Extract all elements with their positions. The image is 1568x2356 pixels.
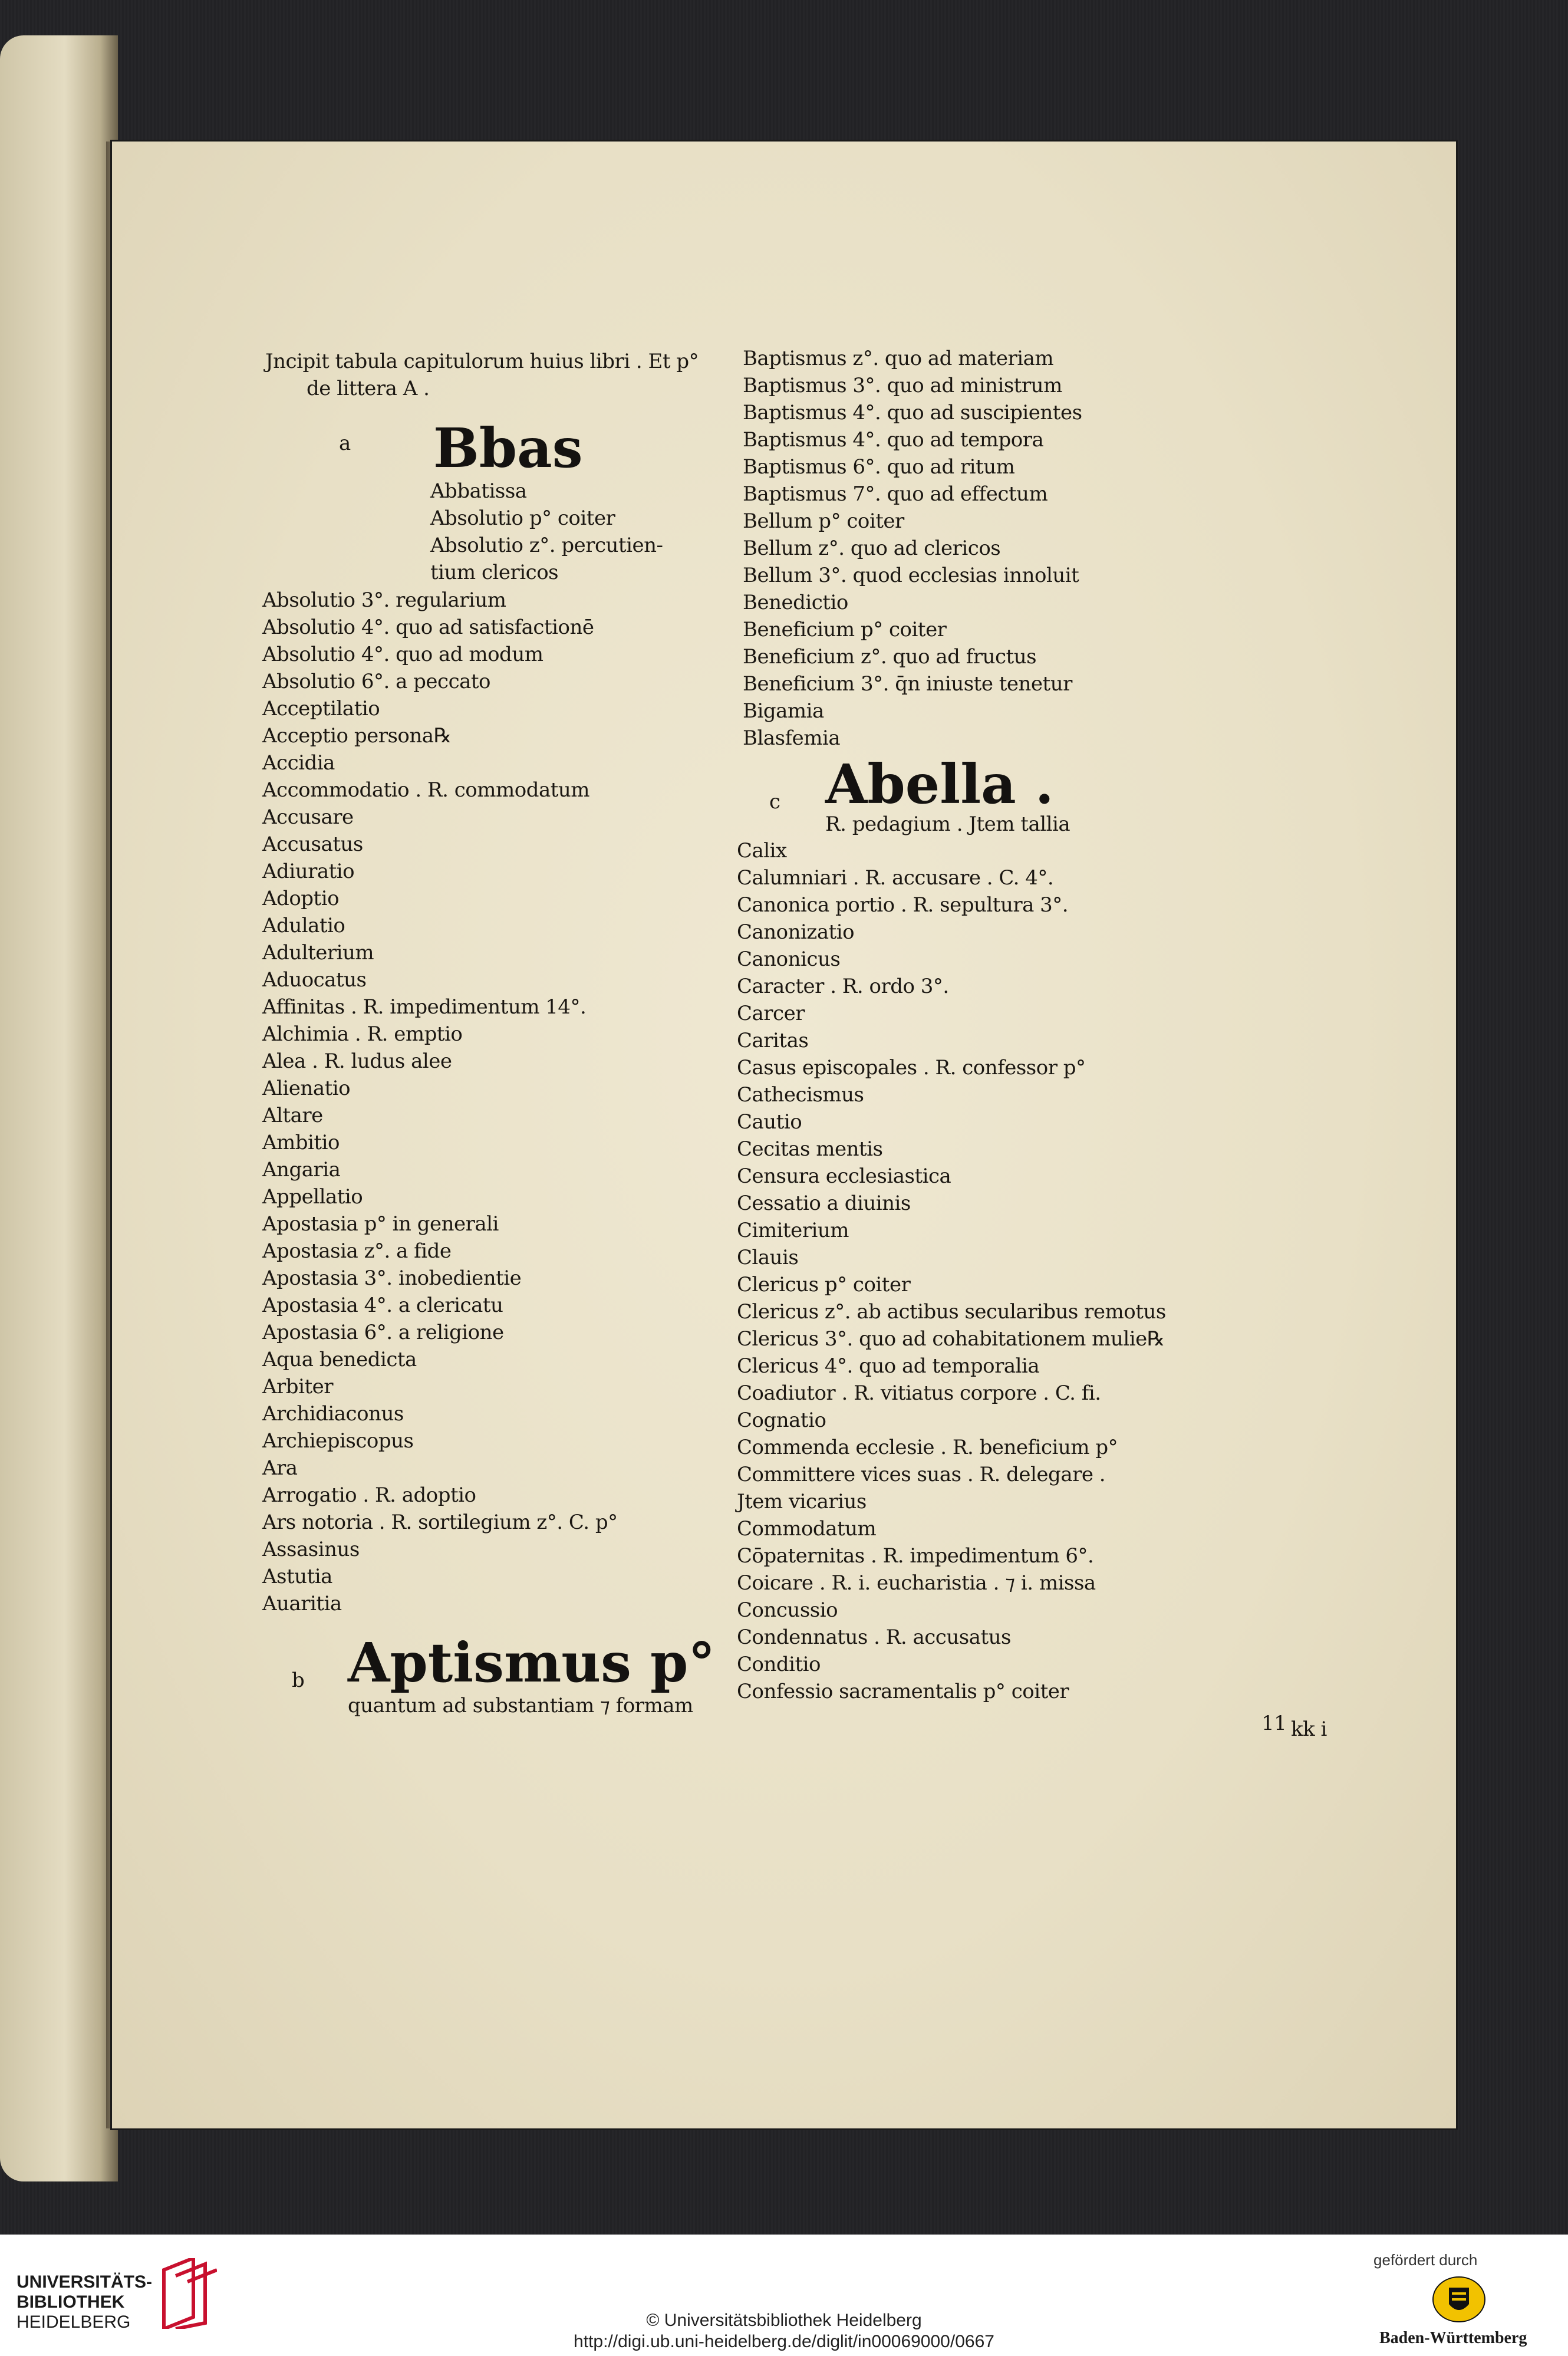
- section-title: Abella .: [825, 752, 1054, 816]
- entry-line: Archiepiscopus: [262, 1429, 414, 1453]
- entry-line: Aduocatus: [262, 968, 367, 992]
- entry-line: Baptismus 4°. quo ad tempora: [743, 428, 1044, 452]
- signature-mark: kk i: [1291, 1717, 1327, 1741]
- library-name-line2: BIBLIOTHEK: [17, 2292, 125, 2312]
- entry-line: Baptismus 7°. quo ad effectum: [743, 482, 1048, 506]
- entry-line: Calix: [737, 839, 787, 863]
- entry-line: Assasinus: [262, 1538, 360, 1561]
- entry-line: Auaritia: [262, 1592, 342, 1615]
- entry-line: Appellatio: [262, 1185, 363, 1209]
- entry-line: Carcer: [737, 1002, 805, 1025]
- entry-line: Baptismus 4°. quo ad suscipientes: [743, 401, 1082, 425]
- entry-line: Clericus 4°. quo ad temporalia: [737, 1354, 1040, 1378]
- entry-line: Alienatio: [262, 1077, 351, 1100]
- entry-line: Committere vices suas . R. delegare .: [737, 1463, 1106, 1486]
- entry-line: Altare: [262, 1104, 323, 1127]
- entry-line: Censura ecclesiastica: [737, 1164, 951, 1188]
- entry-line: Affinitas . R. impedimentum 14°.: [262, 995, 587, 1019]
- entry-line: Acceptio persona℞: [262, 724, 452, 748]
- entry-line: Apostasia 6°. a religione: [262, 1321, 504, 1344]
- entry-line: Ambitio: [262, 1131, 340, 1154]
- entry-line: Arbiter: [262, 1375, 333, 1399]
- entry-line: Absolutio p° coiter: [430, 506, 615, 530]
- entry-line: Accidia: [262, 751, 335, 775]
- copyright-text: © Universitätsbibliothek Heidelberg: [646, 2311, 922, 2330]
- entry-line: Blasfemia: [743, 726, 841, 750]
- entry-line: Jtem vicarius: [737, 1490, 867, 1513]
- funder-name: Baden-Württemberg: [1379, 2329, 1527, 2347]
- entry-line: Adulterium: [262, 941, 374, 965]
- entry-line: Benedictio: [743, 591, 848, 614]
- entry-line: Clericus p° coiter: [737, 1273, 911, 1297]
- entry-line: Absolutio z°. percutien-: [430, 534, 663, 557]
- entry-line: R. pedagium . Jtem tallia: [825, 812, 1070, 836]
- entry-line: Clericus 3°. quo ad cohabitationem mulie℞: [737, 1327, 1165, 1351]
- entry-line: Absolutio 6°. a peccato: [262, 670, 491, 693]
- entry-line: Apostasia p° in generali: [262, 1212, 499, 1236]
- entry-line: Coicare . R. i. eucharistia . ⁊ i. missa: [737, 1571, 1096, 1595]
- section-letter: c: [769, 790, 781, 814]
- entry-line: Caritas: [737, 1029, 809, 1052]
- entry-line: Beneficium z°. quo ad fructus: [743, 645, 1037, 669]
- entry-line: Cathecismus: [737, 1083, 864, 1107]
- entry-line: Confessio sacramentalis p° coiter: [737, 1680, 1069, 1703]
- entry-line: Cessatio a diuinis: [737, 1192, 911, 1215]
- permalink[interactable]: http://digi.ub.uni-heidelberg.de/diglit/in00069000/0667: [574, 2332, 994, 2351]
- entry-line: Arrogatio . R. adoptio: [262, 1483, 476, 1507]
- entry-line: Ara: [262, 1456, 298, 1480]
- coat-of-arms-icon: [1432, 2276, 1485, 2323]
- entry-line: Coadiutor . R. vitiatus corpore . C. fi.: [737, 1381, 1101, 1405]
- entry-line: Absolutio 4°. quo ad modum: [262, 643, 543, 666]
- section-letter: a: [339, 432, 351, 455]
- entry-line: Commodatum: [737, 1517, 877, 1541]
- entry-line: Adulatio: [262, 914, 345, 937]
- entry-line: Cecitas mentis: [737, 1137, 883, 1161]
- entry-line: Caracter . R. ordo 3°.: [737, 975, 949, 998]
- entry-line: Accusare: [262, 805, 354, 829]
- entry-line: Cognatio: [737, 1409, 826, 1432]
- entry-line: Bellum z°. quo ad clericos: [743, 537, 1001, 560]
- entry-line: Clauis: [737, 1246, 799, 1269]
- left-page-edge: [0, 35, 118, 2181]
- entry-line: Cautio: [737, 1110, 802, 1134]
- entry-line: Cōpaternitas . R. impedimentum 6°.: [737, 1544, 1094, 1568]
- entry-line: Alchimia . R. emptio: [262, 1022, 463, 1046]
- footer: [0, 2235, 1568, 2356]
- heading-line: de littera A .: [307, 377, 430, 400]
- entry-line: Bigamia: [743, 699, 824, 723]
- entry-line: Alea . R. ludus alee: [262, 1049, 452, 1073]
- entry-line: Baptismus z°. quo ad materiam: [743, 347, 1054, 370]
- entry-line: Concussio: [737, 1598, 838, 1622]
- entry-line: Abbatissa: [430, 479, 527, 503]
- entry-line: Beneficium p° coiter: [743, 618, 947, 641]
- entry-line: Absolutio 3°. regularium: [262, 588, 506, 612]
- book-page: [112, 142, 1456, 2128]
- entry-line: Absolutio 4°. quo ad satisfactionē: [262, 616, 594, 639]
- entry-line: Canonizatio: [737, 920, 855, 944]
- entry-line: Apostasia z°. a fide: [262, 1239, 452, 1263]
- library-name-line1: UNIVERSITÄTS-: [17, 2272, 153, 2292]
- entry-line: Clericus z°. ab actibus secularibus remotus: [737, 1300, 1166, 1324]
- heading-line: Jncipit tabula capitulorum huius libri . Et p°: [265, 350, 699, 373]
- entry-line: Bellum p° coiter: [743, 509, 904, 533]
- section-title: Bbas: [433, 416, 583, 480]
- entry-line: Casus episcopales . R. confessor p°: [737, 1056, 1086, 1080]
- entry-line: Calumniari . R. accusare . C. 4°.: [737, 866, 1054, 890]
- entry-line: Apostasia 3°. inobedientie: [262, 1266, 522, 1290]
- funder-label: gefördert durch: [1373, 2251, 1478, 2269]
- entry-line: Cimiterium: [737, 1219, 849, 1242]
- entry-line: Aqua benedicta: [262, 1348, 417, 1371]
- right-column: [112, 142, 1456, 2128]
- section-title: Aptismus p°: [348, 1631, 716, 1694]
- copyright-block: [0, 2310, 1568, 2352]
- entry-line: Ars notoria . R. sortilegium z°. C. p°: [262, 1511, 618, 1534]
- entry-line: tium clericos: [430, 561, 559, 584]
- section-letter: b: [292, 1669, 305, 1692]
- entry-line: Archidiaconus: [262, 1402, 404, 1426]
- entry-line: Baptismus 6°. quo ad ritum: [743, 455, 1015, 479]
- entry-line: Baptismus 3°. quo ad ministrum: [743, 374, 1062, 397]
- entry-line: Conditio: [737, 1653, 821, 1676]
- entry-line: Canonicus: [737, 947, 841, 971]
- entry-line: Accommodatio . R. commodatum: [262, 778, 590, 802]
- library-name-line3: HEIDELBERG: [17, 2312, 131, 2332]
- handwritten-mark: 11: [1261, 1712, 1287, 1735]
- entry-line: Acceptilatio: [262, 697, 380, 720]
- entry-line: Adiuratio: [262, 860, 355, 883]
- entry-line: Astutia: [262, 1565, 332, 1588]
- entry-line: Apostasia 4°. a clericatu: [262, 1294, 503, 1317]
- entry-line: Bellum 3°. quod ecclesias innoluit: [743, 564, 1079, 587]
- entry-line: Commenda ecclesie . R. beneficium p°: [737, 1436, 1118, 1459]
- entry-line: Beneficium 3°. q̄n iniuste tenetur: [743, 672, 1072, 696]
- entry-line: Canonica portio . R. sepultura 3°.: [737, 893, 1069, 917]
- entry-line: quantum ad substantiam ⁊ formam: [348, 1694, 693, 1717]
- entry-line: Accusatus: [262, 833, 363, 856]
- entry-line: Condennatus . R. accusatus: [737, 1625, 1011, 1649]
- entry-line: Adoptio: [262, 887, 340, 910]
- entry-line: Angaria: [262, 1158, 341, 1182]
